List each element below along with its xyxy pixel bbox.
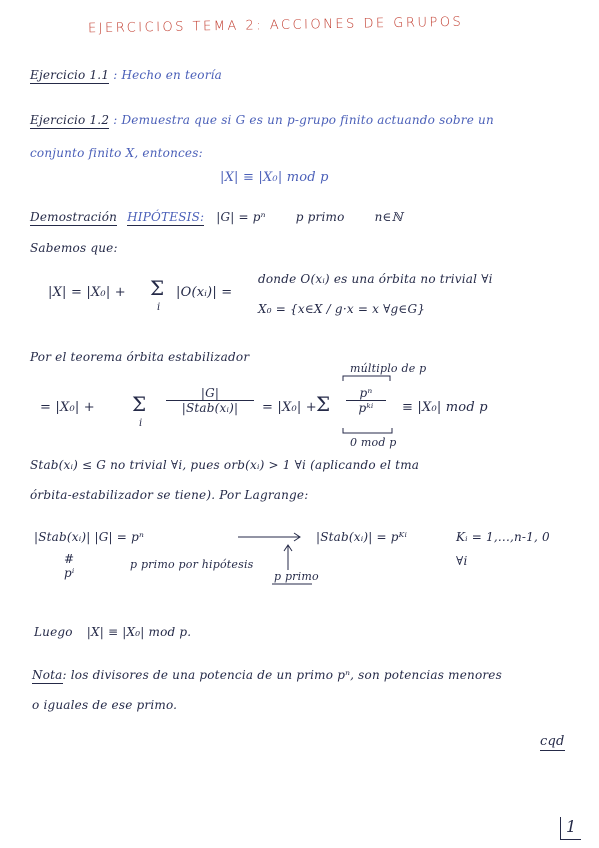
exercise-1-1-sep: : xyxy=(113,68,118,82)
exercise-1-2-sep: : xyxy=(113,113,118,127)
exercise-1-2-label: Ejercicio 1.2 xyxy=(30,113,110,127)
exercise-1-1-label: Ejercicio 1.1 xyxy=(30,68,110,82)
lagrange-result: |Stab(xᵢ)| = pᴷⁱ xyxy=(316,530,408,544)
k-range: Kᵢ = 1,...,n-1, 0 xyxy=(456,530,550,544)
orbit-stabilizer-intro: Por el teorema órbita estabilizador xyxy=(30,350,250,364)
fraction-denominator: |Stab(xᵢ)| xyxy=(181,401,239,415)
prime-hypothesis-note: p primo por hipótesis xyxy=(130,558,254,571)
power-fraction-denominator: pᵏⁱ xyxy=(358,401,374,415)
exercise-1-2 xyxy=(30,113,494,127)
stabilizer-line-1: Stab(xᵢ) ≤ G no trivial ∀i, pues orb(xᵢ) > 1 ∀i (aplicando el tma xyxy=(30,458,420,472)
exercise-1-1-text: Hecho en teoría xyxy=(121,68,223,82)
note xyxy=(32,668,502,682)
page-title: EJERCICIOS TEMA 2: ACCIONES DE GRUPOS xyxy=(87,14,464,37)
zero-mod-p-note: 0 mod p xyxy=(350,436,397,449)
page-number: 1 xyxy=(566,817,577,836)
stabilizer-line-2: órbita-estabilizador se tiene). Por Lagrange: xyxy=(30,488,309,502)
sum-index: i xyxy=(157,302,161,313)
class-eq-lhs: |X| = |X₀| + xyxy=(48,285,126,300)
note-label: Nota xyxy=(32,668,63,682)
power-fraction xyxy=(346,386,386,415)
hypothesis-order: |G| = pⁿ xyxy=(216,210,266,224)
note-text-1: : los divisores de una potencia de un primo pⁿ, son potencias menores xyxy=(62,668,502,682)
sum-symbol: Σ xyxy=(150,276,165,300)
sabemos-text: Sabemos que: xyxy=(30,241,118,255)
page-number-box xyxy=(560,817,581,840)
hypothesis-prime: p primo xyxy=(295,210,345,224)
exercise-1-2-claim: |X| ≡ |X₀| mod p xyxy=(220,170,329,185)
forall-i: ∀i xyxy=(456,554,468,568)
class-eq-term: |O(xᵢ)| = xyxy=(176,285,233,300)
multiple-of-p-note: múltiplo de p xyxy=(350,362,427,375)
exercise-1-2-statement: Demuestra que si G es un p-grupo finito actuando sobre un xyxy=(121,113,494,127)
demonstration-header xyxy=(30,210,403,224)
sum-symbol-3: Σ xyxy=(316,392,331,416)
group-over-stabilizer-fraction xyxy=(166,386,254,415)
power-fraction-numerator: pⁿ xyxy=(346,386,386,401)
prime-power-below: pⁱ xyxy=(64,566,75,580)
orbit-eq-start: = |X₀| + xyxy=(40,400,95,415)
orbit-eq-middle: = |X₀| + xyxy=(262,400,317,415)
hypothesis-label: HIPÓTESIS: xyxy=(127,210,205,224)
sum-symbol-2: Σ xyxy=(132,392,147,416)
conclusion-equation: |X| ≡ |X₀| mod p. xyxy=(86,625,192,639)
sum-index-2: i xyxy=(139,418,143,429)
hypothesis-n: n∈ℕ xyxy=(374,210,403,224)
arrow-prime-label: p primo xyxy=(274,570,319,583)
not-equal-mark: # xyxy=(64,552,75,566)
orbit-eq-result: ≡ |X₀| mod p xyxy=(402,400,488,415)
exercise-1-1 xyxy=(30,68,222,82)
exercise-1-2-statement-cont: conjunto finito X, entonces: xyxy=(30,146,203,160)
class-eq-where-2: X₀ = {x∈X / g·x = x ∀g∈G} xyxy=(258,302,426,316)
conclusion xyxy=(34,625,191,639)
note-text-2: o iguales de ese primo. xyxy=(32,698,178,712)
qed-mark: cqd xyxy=(540,734,565,749)
fraction-numerator: |G| xyxy=(166,386,254,401)
class-eq-where-1: donde O(xᵢ) es una órbita no trivial ∀i xyxy=(258,272,493,286)
lagrange-divides: |Stab(xᵢ)| |G| = pⁿ xyxy=(34,530,145,544)
demonstration-label: Demostración xyxy=(30,210,118,224)
conclusion-label: Luego xyxy=(34,625,73,639)
